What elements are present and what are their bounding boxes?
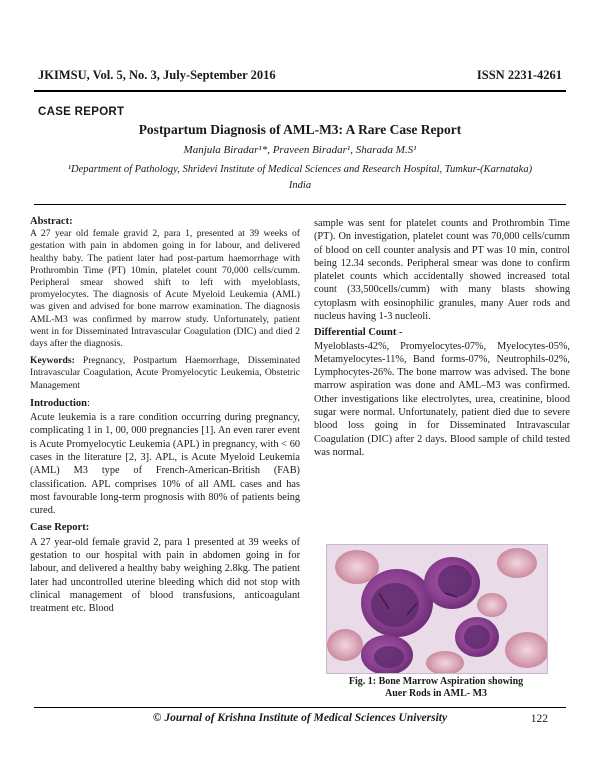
left-column (30, 216, 300, 615)
footer-journal (0, 712, 600, 724)
micrograph-image (327, 545, 547, 673)
differential-count-heading: Differential Count - (314, 327, 403, 339)
journal-citation: JKIMSU, Vol. 5, No. 3, July-September 2016 (38, 68, 276, 82)
red-blood-cell (327, 629, 363, 661)
case-report-text: A 27 year-old female gravid 2, para 1 presented at 39 weeks of gestation to our hospital with pain in abdomen going in for labour, and delivered a healthy baby weighing 2.8kg. The patient later had uncontrolled uterine bleeding which did not stop with clinical management of blood transfusions, anticoagulant treatment etc. Blood (30, 536, 300, 615)
keywords-label: Keywords: (30, 355, 75, 367)
section-label: CASE REPORT (38, 106, 125, 118)
footer-journal-name: Journal of Krishna Institute of Medical Sciences University (164, 712, 448, 724)
right-column (314, 217, 570, 459)
abstract-heading: Abstract: (30, 216, 73, 227)
introduction-heading-colon: : (87, 397, 90, 409)
page-number: 122 (530, 713, 548, 725)
introduction-heading-text: Introduction (30, 397, 87, 409)
blast-nucleus (464, 625, 490, 649)
keywords-text: Pregnancy, Postpartum Haemorrhage, Disseminated Intravascular Coagulation, Acute Promyelocytic Leukemia, Obstetric Management (30, 355, 300, 391)
author-list: Manjula Biradar¹*, Praveen Biradar¹, Sharada M.S¹ (183, 144, 417, 156)
header-divider (34, 90, 566, 92)
red-blood-cell (497, 548, 537, 578)
red-blood-cell (477, 593, 507, 617)
differential-count-text: Myeloblasts-42%, Promyelocytes-07%, Myelocytes-05%, Metamyelocytes-11%, Band forms-07%, Neutrophils-02%, Lymphocytes-26%. The bone marrow was advised. The bone marrow aspiration was done and AML–M3 was confirmed. Other investigations like electrolytes, urea, creatinine, blood sugar were normal. Unfortunately, patient died due to severe blood loss going in for Disseminated Intravascular Coagulation (DIC) after 2 days. Blood sample of child tested was normal. (314, 340, 570, 458)
figure-caption-line1: Fig. 1: Bone Marrow Aspiration showing (348, 676, 524, 687)
blast-nucleus (371, 583, 419, 627)
blast-nucleus (374, 646, 404, 668)
bone-marrow-micrograph (326, 544, 548, 674)
copyright-symbol: © (152, 712, 162, 724)
introduction-text: Acute leukemia is a rare condition occurring during pregnancy, complicating 1 in 1, 00, 000 pregnancies [1]. An even rarer event is Acute Promyelocytic Leukemia (APL) in pregnancy, with < 60 cases in the literature [2, 3]. APL, is Acute Myeloid Leukemia (AML) M3 type of French-American-British (FAB) classification. APL comprises 10% of all AML cases and has most favourable long-term prognosis with 80% of patients being cured. (30, 412, 300, 517)
blast-nucleus (438, 565, 472, 597)
red-blood-cell (505, 632, 547, 668)
introduction-heading (30, 398, 300, 410)
issn-number: ISSN 2231-4261 (476, 68, 562, 82)
figure-caption (318, 676, 554, 700)
affiliation: ¹Department of Pathology, Shridevi Institute of Medical Sciences and Research Hospital, Tumkur-(Karnataka) India (67, 164, 533, 191)
continuation-text: sample was sent for platelet counts and Prothrombin Time (PT). On investigation, platelet count was 70,000 cells/cumm of blood on cell counter analysis and PT was 10 min, control being 12.34 seconds. Peripheral smear was done to confirm platelet counts which accidentally showed increased total count (33,500cells/cumm) with many blasts showing cytoplasm with eosinophilic granules, many Auer rods and nucleus having 1-3 nucleoli. (314, 218, 570, 323)
footer-divider (34, 707, 566, 708)
article-title: Postpartum Diagnosis of AML-M3: A Rare Case Report (138, 122, 462, 137)
abstract-text: A 27 year old female gravid 2, para 1, presented at 39 weeks of gestation with pain in abdomen going in for labour, and delivered healthy baby. The patient later had post-partum haemorrhage with Prothrombin Time (PT) 10min, platelet count 70,000 cells/cumm. Peripheral smear showed shift to left with myeloblasts, promyelocytes. The diagnosis of Acute Myeloid Leukemia (AML) was given and advised for bone marrow examination. The diagnosis AML-M3 was confirmed by marrow study. Unfortunately, patient went in for Disseminated Intravascular Coagulation (DIC) and died 2 days after the diagnosis. (30, 228, 300, 350)
figure-caption-line2: Auer Rods in AML- M3 (384, 688, 488, 699)
affiliation-divider (34, 204, 566, 205)
case-report-heading: Case Report: (30, 522, 90, 534)
keywords-paragraph (30, 355, 300, 392)
